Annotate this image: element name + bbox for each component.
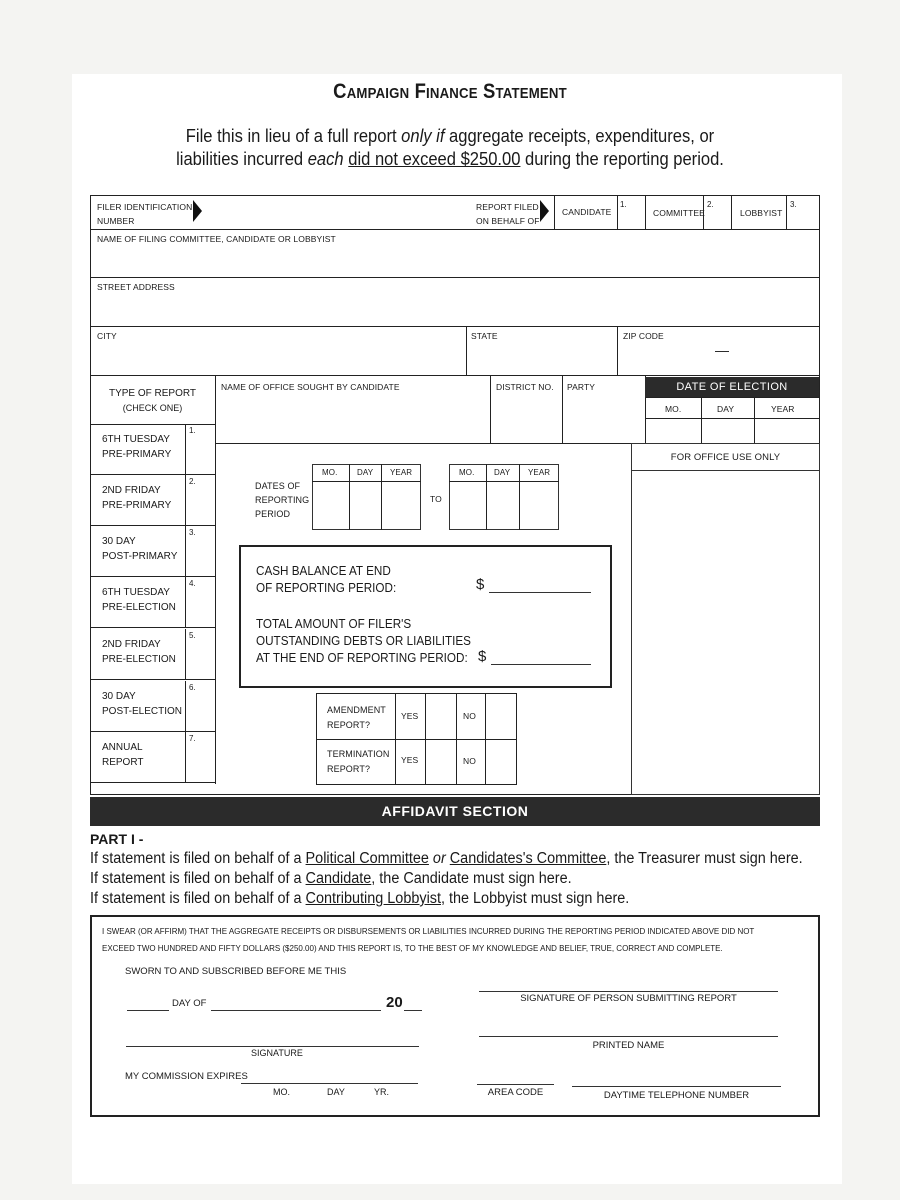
report-type-line-2: PRE-ELECTION: [102, 602, 176, 613]
debts-field-line: [491, 664, 591, 665]
commission-mo-label: MO.: [273, 1087, 290, 1097]
amendment-no-checkbox[interactable]: [487, 695, 516, 738]
report-type-checkbox[interactable]: [187, 681, 215, 730]
cash-dollar-sign: $: [476, 576, 485, 593]
checkbox-divider: [185, 424, 186, 475]
candidate-checkbox[interactable]: [618, 196, 645, 229]
office-use-label: FOR OFFICE USE ONLY: [670, 452, 781, 463]
signature-label: SIGNATURE: [251, 1048, 303, 1058]
arrow-right-icon: [540, 200, 549, 222]
daytime-phone-label: DAYTIME TELEPHONE NUMBER: [603, 1090, 750, 1101]
election-day-label: DAY: [717, 404, 735, 414]
election-year-label: YEAR: [771, 404, 795, 414]
start-day-field[interactable]: [351, 483, 380, 528]
street-address-label: STREET ADDRESS: [97, 282, 175, 292]
start-year-field[interactable]: [383, 483, 419, 528]
state-field[interactable]: [468, 342, 616, 374]
report-type-number: 3.: [189, 528, 196, 537]
sworn-year-field[interactable]: [404, 996, 422, 1010]
lobbyist-number: 3.: [790, 200, 797, 209]
filer-id-field[interactable]: [206, 198, 468, 228]
submitter-signature-label: SIGNATURE OF PERSON SUBMITTING REPORT: [520, 993, 737, 1004]
report-type-label: [102, 689, 182, 719]
committee-label: COMMITTEE: [653, 208, 705, 218]
lobbyist-label: LOBBYIST: [740, 208, 783, 218]
report-filed-on-behalf-label: REPORT FILED ON BEHALF OF: [476, 202, 540, 226]
dates-of-reporting-label: DATES OF REPORTING PERIOD: [255, 481, 310, 519]
outstanding-debts-label: TOTAL AMOUNT OF FILER'S OUTSTANDING DEBTS OR LIABILITIES AT THE END OF REPORTING PERIOD:: [256, 616, 471, 665]
debts-dollar-sign: $: [478, 648, 487, 665]
report-type-line-1: 6TH TUESDAY: [102, 434, 170, 445]
intro-line-2: liabilities incurred each did not exceed $250.00 during the reporting period.: [176, 149, 724, 169]
candidate-label: CANDIDATE: [562, 207, 612, 217]
sworn-month-field[interactable]: [211, 996, 381, 1010]
end-mo-label: MO.: [459, 468, 475, 477]
report-type-line-1: 6TH TUESDAY: [102, 587, 170, 598]
checkbox-divider: [185, 629, 186, 680]
affidavit-line-2: If statement is filed on behalf of a Candidate, the Candidate must sign here.: [90, 870, 572, 887]
office-sought-label: NAME OF OFFICE SOUGHT BY CANDIDATE: [221, 382, 400, 392]
election-day-field[interactable]: [703, 420, 753, 443]
office-sought-field[interactable]: [217, 394, 489, 442]
form-title: Campaign Finance Statement: [333, 80, 567, 103]
report-type-line-1: ANNUAL: [102, 742, 143, 753]
printed-name-field[interactable]: [479, 1018, 778, 1036]
committee-checkbox[interactable]: [704, 196, 731, 229]
report-type-checkbox[interactable]: [187, 526, 215, 575]
report-type-line-1: 30 DAY: [102, 691, 136, 702]
date-of-election-header: DATE OF ELECTION: [645, 377, 819, 397]
end-day-label: DAY: [494, 468, 511, 477]
report-type-label: [102, 483, 171, 513]
checkbox-divider: [185, 732, 186, 783]
amendment-no-label: NO: [463, 711, 476, 721]
report-type-line-2: PRE-PRIMARY: [102, 500, 172, 511]
filer-id-label: FILER IDENTIFICATION NUMBER: [97, 202, 193, 226]
report-type-label: [102, 585, 176, 615]
commission-expires-label: MY COMMISSION EXPIRES: [125, 1071, 248, 1082]
report-type-checkbox[interactable]: [187, 475, 215, 524]
filing-name-field[interactable]: [92, 246, 818, 276]
report-type-number: 1.: [189, 426, 196, 435]
report-type-label: [102, 534, 177, 564]
termination-no-checkbox[interactable]: [487, 741, 516, 783]
report-type-checkbox[interactable]: [187, 424, 215, 473]
state-label: STATE: [471, 331, 498, 341]
report-type-number: 4.: [189, 579, 196, 588]
election-mo-label: MO.: [665, 404, 682, 414]
part-one-label: PART I -: [90, 831, 144, 847]
report-type-checkbox[interactable]: [187, 577, 215, 626]
termination-yes-label: YES: [401, 755, 419, 765]
amendment-yes-checkbox[interactable]: [427, 695, 455, 738]
amendment-report-label: AMENDMENT REPORT?: [327, 705, 386, 730]
commission-expires-field[interactable]: [241, 1068, 418, 1083]
report-type-label: [102, 432, 171, 462]
report-type-number: 5.: [189, 631, 196, 640]
end-year-field[interactable]: [521, 483, 557, 528]
to-label: TO: [430, 494, 442, 504]
zip-code-label: ZIP CODE: [623, 331, 664, 341]
report-type-number: 7.: [189, 734, 196, 743]
report-type-row: [90, 732, 215, 783]
submitter-signature-field[interactable]: [479, 972, 778, 991]
swear-statement: I SWEAR (OR AFFIRM) THAT THE AGGREGATE RECEIPTS OR DISBURSEMENTS OR LIABILITIES INCURRED DURING THE REPORTING PERIOD INDICATED ABOVE DID NOT EXCEED TWO HUNDRED AND FIFTY DOLLARS ($250.00) AND THIS REPORT IS, TO THE BEST OF MY KNOWLEDGE AND BELIEF, TRUE, CORRECT AND COMPLETE.: [102, 926, 755, 953]
party-label: PARTY: [567, 382, 596, 392]
daytime-phone-field[interactable]: [572, 1068, 781, 1086]
intro-line-1: File this in lieu of a full report only if aggregate receipts, expenditures, or: [185, 126, 715, 146]
notary-signature-field[interactable]: [126, 1030, 419, 1046]
filing-name-label: NAME OF FILING COMMITTEE, CANDIDATE OR LOBBYIST: [97, 234, 336, 244]
cash-balance-field[interactable]: [489, 576, 591, 592]
district-no-label: DISTRICT NO.: [496, 382, 554, 392]
start-mo-field[interactable]: [314, 483, 348, 528]
city-label: CITY: [97, 331, 117, 341]
report-type-line-1: 2ND FRIDAY: [102, 485, 161, 496]
end-year-label: YEAR: [528, 468, 551, 477]
cash-balance-field-line: [489, 592, 591, 593]
report-type-label: [102, 740, 144, 770]
amendment-yes-label: YES: [401, 711, 419, 721]
affidavit-section-header: AFFIDAVIT SECTION: [90, 797, 820, 826]
termination-no-label: NO: [463, 756, 476, 766]
district-no-field[interactable]: [492, 394, 561, 442]
commission-yr-label: YR.: [374, 1087, 390, 1097]
report-type-line-2: REPORT: [102, 757, 144, 768]
checkbox-divider: [185, 681, 186, 732]
report-type-row: [90, 577, 215, 628]
report-type-line-1: 30 DAY: [102, 536, 136, 547]
day-of-label: DAY OF: [172, 998, 207, 1009]
start-day-label: DAY: [357, 468, 374, 477]
sworn-day-field[interactable]: [127, 996, 169, 1010]
election-mo-field[interactable]: [647, 420, 700, 443]
affidavit-line-3: If statement is filed on behalf of a Contributing Lobbyist, the Lobbyist must sign here.: [90, 890, 630, 907]
report-type-number: 2.: [189, 477, 196, 486]
report-type-checkbox[interactable]: [187, 732, 215, 781]
end-day-field[interactable]: [488, 483, 518, 528]
year-20-label: 20: [386, 994, 403, 1011]
affidavit-line-1: If statement is filed on behalf of a Political Committee or Candidates's Committee, the Treasurer must sign here.: [90, 850, 803, 867]
area-code-field[interactable]: [477, 1066, 554, 1084]
zip-code-field[interactable]: [619, 342, 818, 374]
party-field[interactable]: [564, 394, 644, 442]
report-type-number: 6.: [189, 683, 196, 692]
report-type-line-2: PRE-ELECTION: [102, 654, 176, 665]
checkbox-divider: [185, 526, 186, 577]
report-type-row: [90, 526, 215, 577]
printed-name-label: PRINTED NAME: [592, 1040, 665, 1051]
outstanding-debts-field[interactable]: [491, 648, 591, 664]
report-type-line-2: PRE-PRIMARY: [102, 449, 172, 460]
committee-number: 2.: [707, 200, 714, 209]
report-type-line-1: 2ND FRIDAY: [102, 639, 161, 650]
start-mo-label: MO.: [322, 468, 338, 477]
report-type-row: [90, 681, 215, 732]
commission-day-label: DAY: [327, 1087, 345, 1097]
lobbyist-checkbox[interactable]: [787, 196, 819, 229]
termination-yes-checkbox[interactable]: [427, 741, 455, 783]
start-year-label: YEAR: [390, 468, 413, 477]
report-type-line-2: POST-PRIMARY: [102, 551, 178, 562]
zip-dash: —: [715, 342, 729, 358]
report-type-checkbox[interactable]: [187, 629, 215, 678]
end-mo-field[interactable]: [451, 483, 485, 528]
checkbox-divider: [185, 475, 186, 526]
street-address-field[interactable]: [92, 294, 818, 324]
area-code-label: AREA CODE: [487, 1087, 544, 1098]
city-field[interactable]: [92, 342, 464, 374]
election-year-field[interactable]: [756, 420, 819, 443]
office-use-box: [631, 443, 820, 795]
report-type-label: [102, 637, 176, 667]
checkbox-divider: [185, 577, 186, 628]
termination-report-label: TERMINATION REPORT?: [327, 749, 390, 774]
candidate-number: 1.: [620, 200, 627, 209]
report-type-row: [90, 629, 215, 680]
cash-balance-label: CASH BALANCE AT END OF REPORTING PERIOD:: [256, 563, 397, 595]
type-of-report-header: TYPE OF REPORT (CHECK ONE): [108, 388, 197, 413]
report-type-row: [90, 424, 215, 475]
arrow-right-icon: [193, 200, 202, 222]
sworn-label: SWORN TO AND SUBSCRIBED BEFORE ME THIS: [125, 966, 347, 977]
report-type-line-2: POST-ELECTION: [102, 706, 183, 717]
report-type-row: [90, 475, 215, 526]
